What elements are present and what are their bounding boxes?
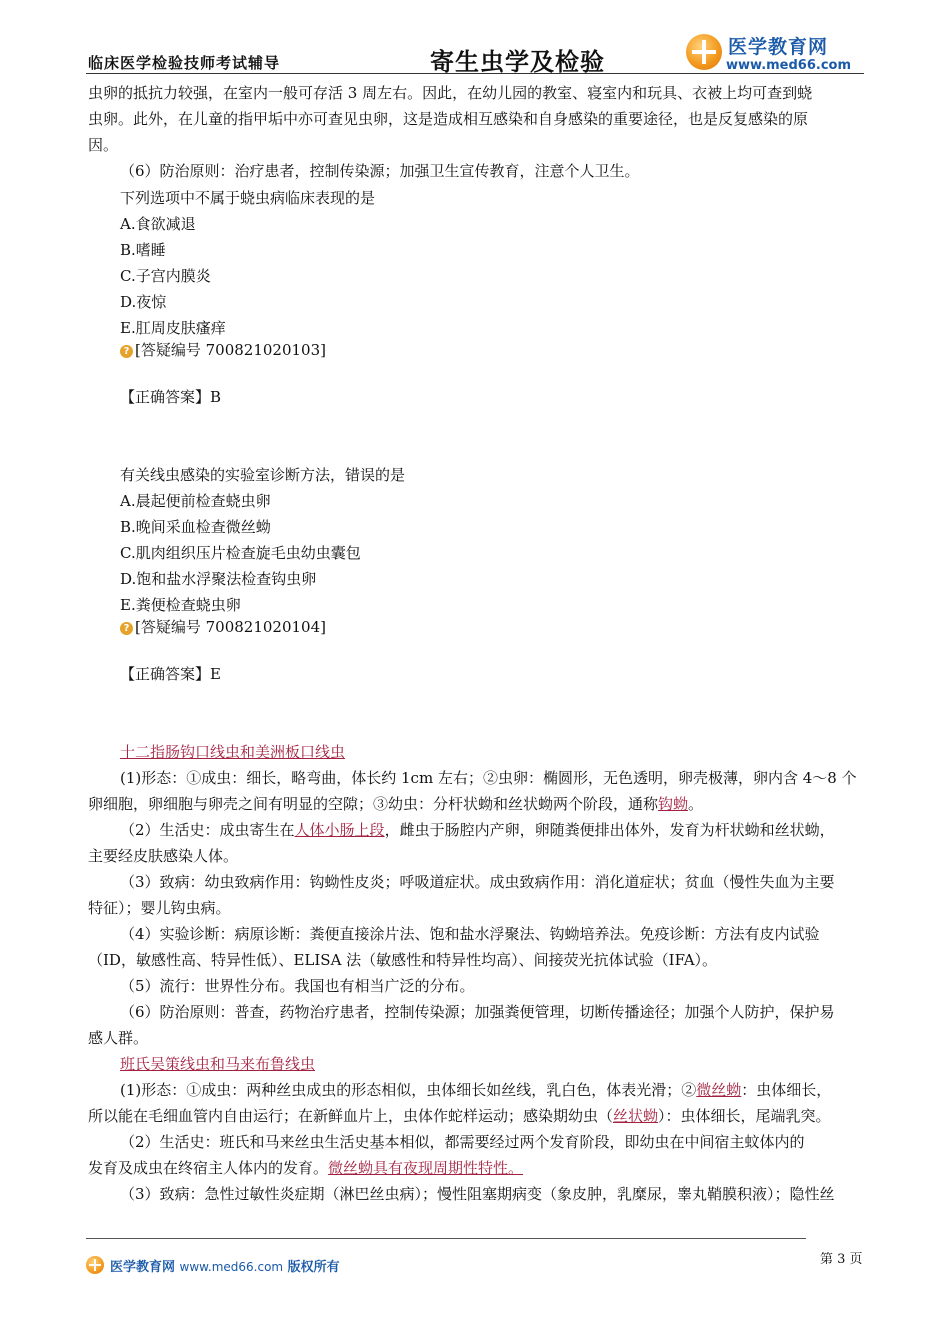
paragraph-line: (1)形态：①成虫：两种丝虫成虫的形态相似，虫体细长如丝线，乳白色，体表光滑；②微丝蚴：虫体细长， <box>120 1081 832 1099</box>
paragraph-line: 所以能在毛细血管内自由运行；在新鲜血片上，虫体作蛇样运动；感染期幼虫（丝状蚴）：虫体细长，尾端乳突。 <box>88 1107 831 1125</box>
q2-answer: 【正确答案】E <box>120 665 221 683</box>
q2-ref[interactable] <box>120 614 326 640</box>
footer-brand-name: 医学教育网 <box>110 1260 176 1275</box>
q1-ref-text: [答疑编号 700821020103] <box>135 341 326 359</box>
footer-brand[interactable] <box>110 1256 340 1275</box>
paragraph-line: 因。 <box>88 136 119 154</box>
logo-url[interactable]: www.med66.com <box>726 58 852 73</box>
term-link[interactable]: 微丝蚴 <box>696 1081 742 1099</box>
paragraph-line: （6）防治原则：普查，药物治疗患者，控制传染源；加强粪便管理，切断传播途径；加强个人防护，保护易 <box>120 1003 835 1021</box>
term-link[interactable]: 钩蚴 <box>658 795 689 813</box>
footer-rights: 版权所有 <box>287 1260 340 1275</box>
footer-divider <box>86 1238 806 1239</box>
paragraph-line: 发育及成虫在终宿主人体内的发育。微丝蚴具有夜现周期性特性。 <box>88 1159 524 1177</box>
page-title: 寄生虫学及检验 <box>430 48 605 76</box>
paragraph-line: 卵细胞，卵细胞与卵壳之间有明显的空隙；③幼虫：分杆状蚴和丝状蚴两个阶段，通称钩蚴。 <box>88 795 704 813</box>
section-heading-hookworm[interactable]: 十二指肠钩口线虫和美洲板口线虫 <box>120 743 346 761</box>
q1-ref[interactable] <box>120 337 326 363</box>
term-link[interactable]: 微丝蚴具有夜现周期性特性。 <box>328 1159 524 1177</box>
q2-option-c: C.肌肉组织压片检查旋毛虫幼虫囊包 <box>120 544 361 562</box>
q1-option-a: A.食欲减退 <box>120 215 196 233</box>
q1-option-b: B.嗜睡 <box>120 241 166 259</box>
paragraph-line: （5）流行：世界性分布。我国也有相当广泛的分布。 <box>120 977 475 995</box>
paragraph-line: 虫卵的抵抗力较强，在室内一般可存活 3 周左右。因此，在幼儿园的教室、寝室内和玩具、衣被上均可查到蛲 <box>88 84 813 102</box>
q1-option-e: E.肛周皮肤瘙痒 <box>120 319 226 337</box>
paragraph-line: （ID，敏感性高、特异性低）、ELISA 法（敏感性和特异性均高）、间接荧光抗体试验（IFA）。 <box>88 951 718 969</box>
question-circle-icon[interactable]: ? <box>120 345 133 358</box>
paragraph-line: 感人群。 <box>88 1029 149 1047</box>
q2-ref-text: [答疑编号 700821020104] <box>135 618 326 636</box>
q1-option-d: D.夜惊 <box>120 293 167 311</box>
q2-option-d: D.饱和盐水浮聚法检查钩虫卵 <box>120 570 317 588</box>
section-heading-filaria[interactable]: 班氏吴策线虫和马来布鲁线虫 <box>120 1055 316 1073</box>
paragraph-line: （2）生活史：班氏和马来丝虫生活史基本相似，都需要经过两个发育阶段，即幼虫在中间宿主蚊体内的 <box>120 1133 805 1151</box>
paragraph-line: （3）致病：幼虫致病作用：钩蚴性皮炎；呼吸道症状。成虫致病作用：消化道症状；贫血（慢性失血为主要 <box>120 873 835 891</box>
header-divider <box>86 73 864 74</box>
term-link[interactable]: 丝状蚴 <box>613 1107 659 1125</box>
page-number: 第 3 页 <box>820 1252 863 1267</box>
header-subtitle: 临床医学检验技师考试辅导 <box>88 54 281 72</box>
paragraph-line: （3）致病：急性过敏性炎症期（淋巴丝虫病）；慢性阻塞期病变（象皮肿，乳糜尿，睾丸鞘膜积液）；隐性丝 <box>120 1185 835 1203</box>
logo-name: 医学教育网 <box>728 36 829 58</box>
q1-option-c: C.子宫内膜炎 <box>120 267 211 285</box>
paragraph-line: 虫卵。此外，在儿童的指甲垢中亦可查见虫卵，这是造成相互感染和自身感染的重要途径，也是反复感染的原 <box>88 110 809 128</box>
q2-option-e: E.粪便检查蛲虫卵 <box>120 596 241 614</box>
med66-logo-icon <box>86 1256 104 1274</box>
paragraph-line: （2）生活史：成虫寄生在人体小肠上段，雌虫于肠腔内产卵，卵随粪便排出体外，发育为杆状蚴和丝状蚴， <box>120 821 835 839</box>
question-1-text: 下列选项中不属于蛲虫病临床表现的是 <box>120 189 376 207</box>
footer-url[interactable]: www.med66.com <box>179 1260 284 1274</box>
paragraph-line: 特征）；婴儿钩虫病。 <box>88 899 231 917</box>
q1-answer: 【正确答案】B <box>120 388 222 406</box>
paragraph-line: （4）实验诊断：病原诊断：粪便直接涂片法、饱和盐水浮聚法、钩蚴培养法。免疫诊断：方法有皮内试验 <box>120 925 820 943</box>
paragraph-line: (1)形态：①成虫：细长，略弯曲，体长约 1cm 左右；②虫卵：椭圆形，无色透明，卵壳极薄，卵内含 4～8 个 <box>120 769 857 787</box>
question-circle-icon[interactable]: ? <box>120 622 133 635</box>
paragraph-line: 主要经皮肤感染人体。 <box>88 847 239 865</box>
q2-option-a: A.晨起便前检查蛲虫卵 <box>120 492 271 510</box>
med66-logo-icon <box>686 34 722 70</box>
site-logo[interactable] <box>686 32 876 76</box>
q2-option-b: B.晚间采血检查微丝蚴 <box>120 518 271 536</box>
question-2-text: 有关线虫感染的实验室诊断方法，错误的是 <box>120 466 406 484</box>
term-link[interactable]: 人体小肠上段 <box>294 821 385 839</box>
paragraph-line: （6）防治原则：治疗患者，控制传染源；加强卫生宣传教育，注意个人卫生。 <box>120 162 640 180</box>
